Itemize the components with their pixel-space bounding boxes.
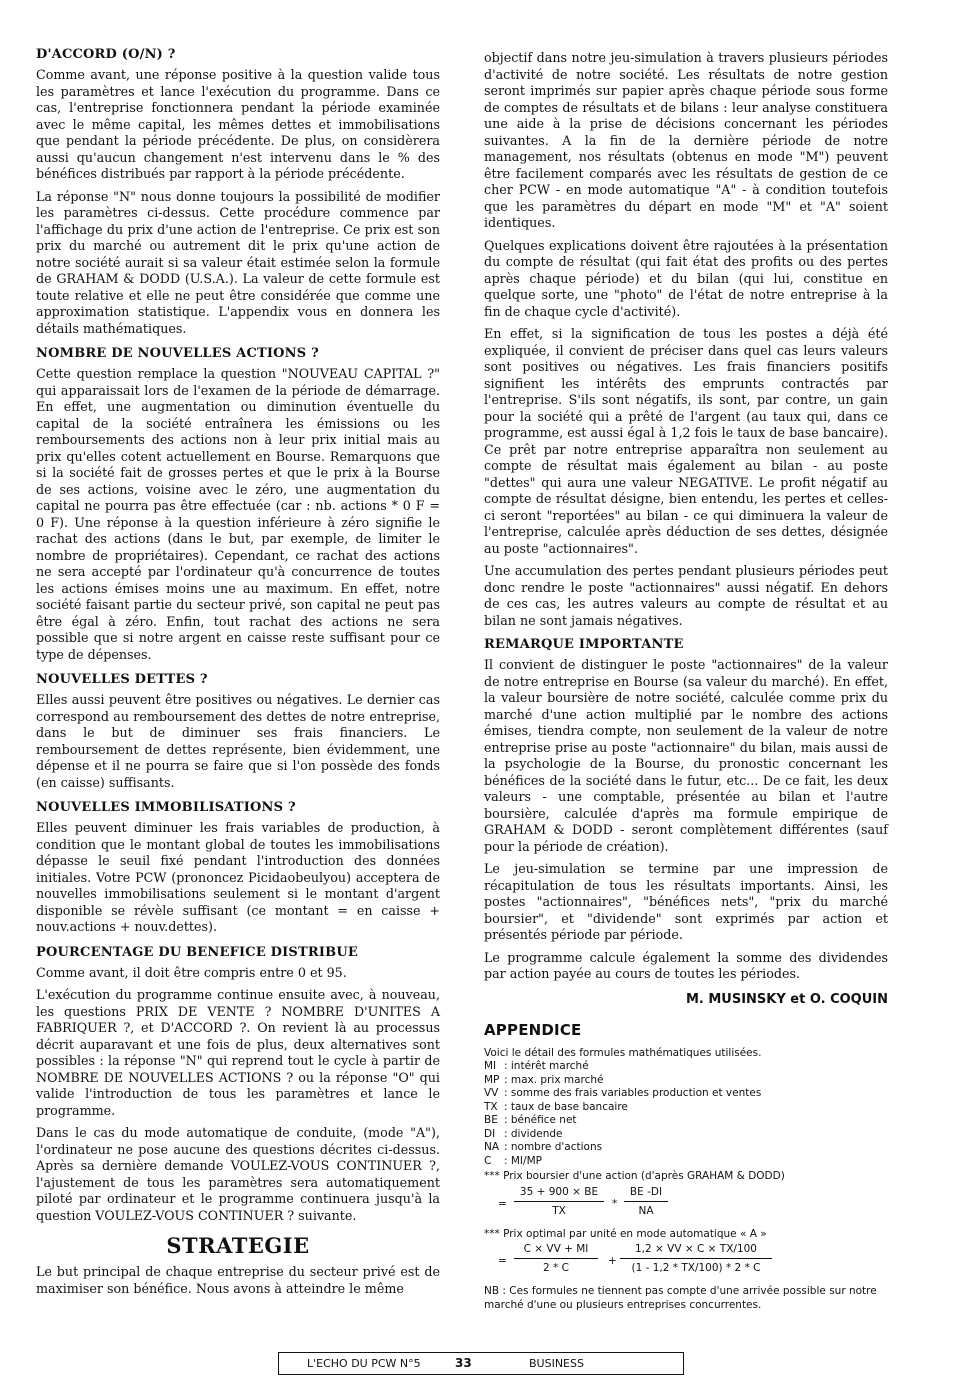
section-remarque bbox=[484, 637, 888, 983]
formula-2 bbox=[484, 1241, 888, 1285]
paragraph: Quelques explications doivent être rajoutées à la présentation du compte de résultat (qui fait état des profits ou des pertes après chaque période) et du bilan (qui lui, constitue en quelque sorte, une "photo" de l'état de notre entreprise à la fin de chaque cycle d'activité). bbox=[484, 237, 888, 319]
paragraph: Cette question remplace la question "NOUVEAU CAPITAL ?" qui apparaissait lors de l'examen de la période de démarrage. En effet, une augmentation ou diminution éventuelle du capital de la société entraînera les émissions ou les remboursements des actions non à leur prix initial mais au prix qu'elles cotent actuellement en Bourse. Remarquons que si la société fait de grosses pertes et que le prix à la Bourse de ses actions, voisine avec le zéro, une augmentation du capital ne pourra pas être effectuée (car : nb. actions * 0 F = 0 F). Une réponse à la question inférieure à zéro signifie le rachat des actions (dans le but, par exemple, de limiter le nombre de propriétaires). Cependant, ce rachat des actions ne sera accepté par l'ordinateur qu'à concurrence de toutes les actions émises moins une au maximum. En effet, notre société faisant partie du secteur privé, son capital ne peut pas être égal à zéro. Enfin, tout rachat des actions ne sera possible que si notre argent en caisse reste suffisant pour ce type de dépenses. bbox=[36, 366, 440, 662]
paragraph: L'exécution du programme continue ensuite avec, à nouveau, les questions PRIX DE VENTE ? NOMBRE D'UNITES A FABRIQUER ?, et D'ACCORD ?. On revient là au processus décrit auparavant et une fois de plus, deux alternatives sont possibles : la réponse "N" qui reprend tout le cycle à partir de NOMBRE DE NOUVELLES ACTIONS ? ou la réponse "O" qui valide l'introduction de tous les paramètres et lance le programme. bbox=[36, 987, 440, 1118]
paragraph: La réponse "N" nous donne toujours la possibilité de modifier les paramètres ci-dessus. Cette procédure commence par l'affichage du prix d'une action de l'entreprise. Ce prix est son prix du marché ou autrement dit le prix qu'une action de notre société aurait si sa valeur était estimée selon la formule de GRAHAM & DODD (U.S.A.). La valeur de cette formule est toute relative et elle ne peut être considérée que comme une approximation statistique. L'appendix vous en donnera les détails mathématiques. bbox=[36, 188, 440, 336]
legend-abbr: MP bbox=[484, 1073, 500, 1086]
section-daccord bbox=[36, 47, 440, 337]
legend-abbr: NA bbox=[484, 1141, 500, 1153]
legend-def: : nombre d'actions bbox=[504, 1141, 603, 1153]
legend-item bbox=[484, 1101, 888, 1115]
right-column bbox=[484, 50, 888, 1312]
legend-item bbox=[484, 1141, 888, 1155]
page-number: 33 bbox=[455, 1356, 472, 1370]
paragraph: Il convient de distinguer le poste "actionnaires" de la valeur de notre entreprise en Bourse (sa valeur du marché). En effet, la valeur boursière de notre société, calculée comme prix du marché d'une action multiplié par le nombre des actions émises, tiendra compte, non seulement de la valeur de notre entreprise prise au poste "actionnaire" du bilan, mais aussi de la psychologie de la Bourse, du pronostic concernant les bénéfices de la société dans le futur, etc... De ce fait, les deux valeurs - une comptable, présentée au bilan et l'autre boursière, calculée d'après ma formule empirique de GRAHAM & DODD - seront complètement différentes (sauf pour la période de création). bbox=[484, 657, 888, 854]
legend-abbr: TX bbox=[484, 1100, 498, 1113]
legend-item bbox=[484, 1087, 888, 1101]
denominator: NA bbox=[638, 1204, 654, 1217]
paragraph: Elles peuvent diminuer les frais variables de production, à condition que le montant global de toutes les immobilisations dépasse le seuil fixé pendant l'introduction des données initiales. Votre PCW (prononcez Picidaobeulyou) acceptera de nouvelles immobilisations seulement si le montant d'argent disponible se révèle suffisant (ce montant = en caisse + nouv.actions + nouv.dettes). bbox=[36, 820, 440, 934]
fraction-bar bbox=[620, 1258, 772, 1259]
paragraph: Comme avant, il doit être compris entre 0 et 95. bbox=[36, 964, 347, 980]
legend-item bbox=[484, 1074, 888, 1088]
legend-abbr: BE bbox=[484, 1114, 498, 1126]
legend-def: : max. prix marché bbox=[504, 1073, 604, 1086]
paragraph: Une accumulation des pertes pendant plusieurs périodes peut donc rendre le poste "actionnaires" aussi négatif. En dehors de ces cas, les autres valeurs au compte de résultat et au bilan ne sont jamais négatives. bbox=[484, 563, 888, 628]
denominator: (1 - 1,2 * TX/100) * 2 * C bbox=[631, 1262, 761, 1274]
legend-abbr: DI bbox=[484, 1127, 496, 1140]
appendice-intro: Voici le détail des formules mathématiques utilisées. bbox=[484, 1046, 762, 1059]
multiply-sign: * bbox=[612, 1197, 618, 1210]
legend-abbr: MI bbox=[484, 1060, 497, 1072]
appendice-heading: APPENDICE bbox=[484, 1020, 582, 1039]
legend-abbr: VV bbox=[484, 1087, 499, 1099]
fraction-bar bbox=[514, 1258, 598, 1259]
denominator: TX bbox=[552, 1204, 566, 1217]
legend-abbr: C bbox=[484, 1154, 492, 1167]
numerator: C × VV + MI bbox=[523, 1243, 589, 1255]
equals-sign: = bbox=[498, 1197, 507, 1210]
section-heading: NOUVELLES IMMOBILISATIONS ? bbox=[36, 800, 296, 815]
legend-item bbox=[484, 1060, 888, 1074]
footer-section: BUSINESS bbox=[529, 1357, 584, 1370]
numerator: BE -DI bbox=[629, 1185, 663, 1198]
paragraph: objectif dans notre jeu-simulation à travers plusieurs périodes d'activité de notre société. Les résultats de notre gestion seront imprimés sur papier après chaque période sous forme de comptes de résultats et de bilans : leur analyse constituera une aide à la prise de décisions concernant les périodes suivantes. A la fin de la dernière période de notre management, nos résultats (obtenus en mode "M") peuvent être facilement comparés avec les résultats de gestion de ce cher PCW - en mode automatique "A" - à condition toutefois que les paramètres du départ en mode "M" et "A" soient identiques. bbox=[484, 50, 888, 230]
legend-def: : MI/MP bbox=[504, 1154, 542, 1167]
paragraph: Le jeu-simulation se termine par une impression de récapitulation de tous les résultats importants. Ainsi, les postes "actionnaires", "bénéfices nets", "prix du marché boursier", et "dividende" sont exprimés par action et présentés période par période. bbox=[484, 861, 888, 942]
author-signature: M. MUSINSKY et O. COQUIN bbox=[685, 991, 888, 1007]
paragraph: Le programme calcule également la somme des dividendes par action payée au cours de toutes les périodes. bbox=[484, 949, 888, 981]
legend-def: : somme des frais variables production et ventes bbox=[504, 1087, 762, 1099]
legend-def: : bénéfice net bbox=[504, 1114, 577, 1126]
denominator: 2 * C bbox=[543, 1262, 569, 1274]
page-footer bbox=[278, 1352, 684, 1375]
footer-publication: L'ECHO DU PCW N°5 bbox=[307, 1357, 421, 1370]
appendice-note: NB : Ces formules ne tiennent pas compte d'une arrivée possible sur notre marché d'une ou plusieurs entreprises concurrentes. bbox=[484, 1285, 877, 1311]
formula-2-title: *** Prix optimal par unité en mode automatique « A » bbox=[484, 1227, 767, 1240]
legend-def: : intérêt marché bbox=[504, 1060, 589, 1072]
formula-1-title: *** Prix boursier d'une action (d'après GRAHAM & DODD) bbox=[484, 1170, 785, 1182]
section-pourcentage-benefice bbox=[36, 945, 440, 1225]
appendice-section bbox=[484, 1021, 888, 1313]
fraction-bar bbox=[624, 1201, 668, 1202]
paragraph: Le but principal de chaque entreprise du secteur privé est de maximiser son bénéfice. Nous avons à atteindre le même bbox=[36, 1264, 440, 1296]
plus-sign: + bbox=[608, 1255, 617, 1267]
fraction bbox=[624, 1186, 668, 1217]
paragraph: Comme avant, une réponse positive à la question valide tous les paramètres et lance l'exécution du programme. Dans ce cas, l'entreprise fonctionnera pendant la période examinée avec le même capital, les mêmes dettes et immobilisations que pendant la période précédente. De plus, on considèrera aussi qu'aucun changement n'est intervenu dans le % des bénéfices distribués par rapport à la période précédente. bbox=[36, 67, 440, 181]
equals-sign: = bbox=[498, 1255, 507, 1267]
fraction-bar bbox=[514, 1201, 604, 1202]
fraction bbox=[514, 1186, 604, 1217]
fraction bbox=[514, 1243, 598, 1274]
legend-def: : taux de base bancaire bbox=[504, 1100, 628, 1113]
fraction bbox=[620, 1243, 772, 1274]
section-heading: D'ACCORD (O/N) ? bbox=[36, 47, 176, 62]
formula-1 bbox=[484, 1184, 888, 1228]
section-nouvelles-actions bbox=[36, 346, 440, 663]
strategie-heading: STRATEGIE bbox=[166, 1233, 310, 1258]
legend-list bbox=[484, 1060, 888, 1168]
legend-item bbox=[484, 1128, 888, 1142]
paragraph: Elles aussi peuvent être positives ou négatives. Le dernier cas correspond au remboursement des dettes de notre entreprise, dans le but de diminuer ses frais financiers. Le remboursement de dettes représente, bien évidemment, une dépense et il ne pourra se faire que si l'on possède des fonds (en caisse) suffisants. bbox=[36, 692, 440, 790]
paragraph: Dans le cas du mode automatique de conduite, (mode "A"), l'ordinateur ne pose aucune des questions décrites ci-dessus. Après sa dernière demande VOULEZ-VOUS CONTINUER ?, l'ajustement de tous les paramètres sera automatiquement piloté par ordinateur et le programme continuera jusqu'à la question VOULEZ-VOUS CONTINUER ? suivante. bbox=[36, 1125, 440, 1223]
legend-item bbox=[484, 1114, 888, 1128]
section-heading: POURCENTAGE DU BENEFICE DISTRIBUE bbox=[36, 944, 359, 960]
paragraph: En effet, si la signification de tous les postes a déjà été expliquée, il convient de préciser dans quel cas leurs valeurs sont positives ou négatives. Les frais financiers positifs signifient les intérêts des emprunts contractés par l'entreprise. S'ils sont négatifs, ils sont, par contre, un gain pour la société qui a prêté de l'argent (au taux qui, dans ce programme, est aussi égal à 1,2 fois le taux de base bancaire). Ce prêt par notre entreprise apparaîtra non seulement au compte de résultat mais également au bilan - au poste "dettes" qui aura une valeur NEGATIVE. Le profit négatif au compte de résultat désigne, bien entendu, les pertes et celles-ci seront "reportées" au bilan - ce qui diminuera la valeur de l'entreprise, calculée après déduction de ses dettes, désignée au poste "actionnaires". bbox=[484, 326, 888, 556]
section-nouvelles-dettes bbox=[36, 672, 440, 791]
section-nouvelles-immobilisations bbox=[36, 800, 440, 936]
section-heading: NOMBRE DE NOUVELLES ACTIONS ? bbox=[36, 346, 319, 361]
numerator: 35 + 900 × BE bbox=[519, 1185, 599, 1198]
section-heading: NOUVELLES DETTES ? bbox=[36, 672, 208, 687]
numerator: 1,2 × VV × C × TX/100 bbox=[634, 1243, 757, 1255]
legend-item bbox=[484, 1155, 888, 1169]
left-column bbox=[36, 47, 440, 1303]
section-heading: REMARQUE IMPORTANTE bbox=[484, 637, 684, 652]
legend-def: : dividende bbox=[504, 1127, 563, 1140]
